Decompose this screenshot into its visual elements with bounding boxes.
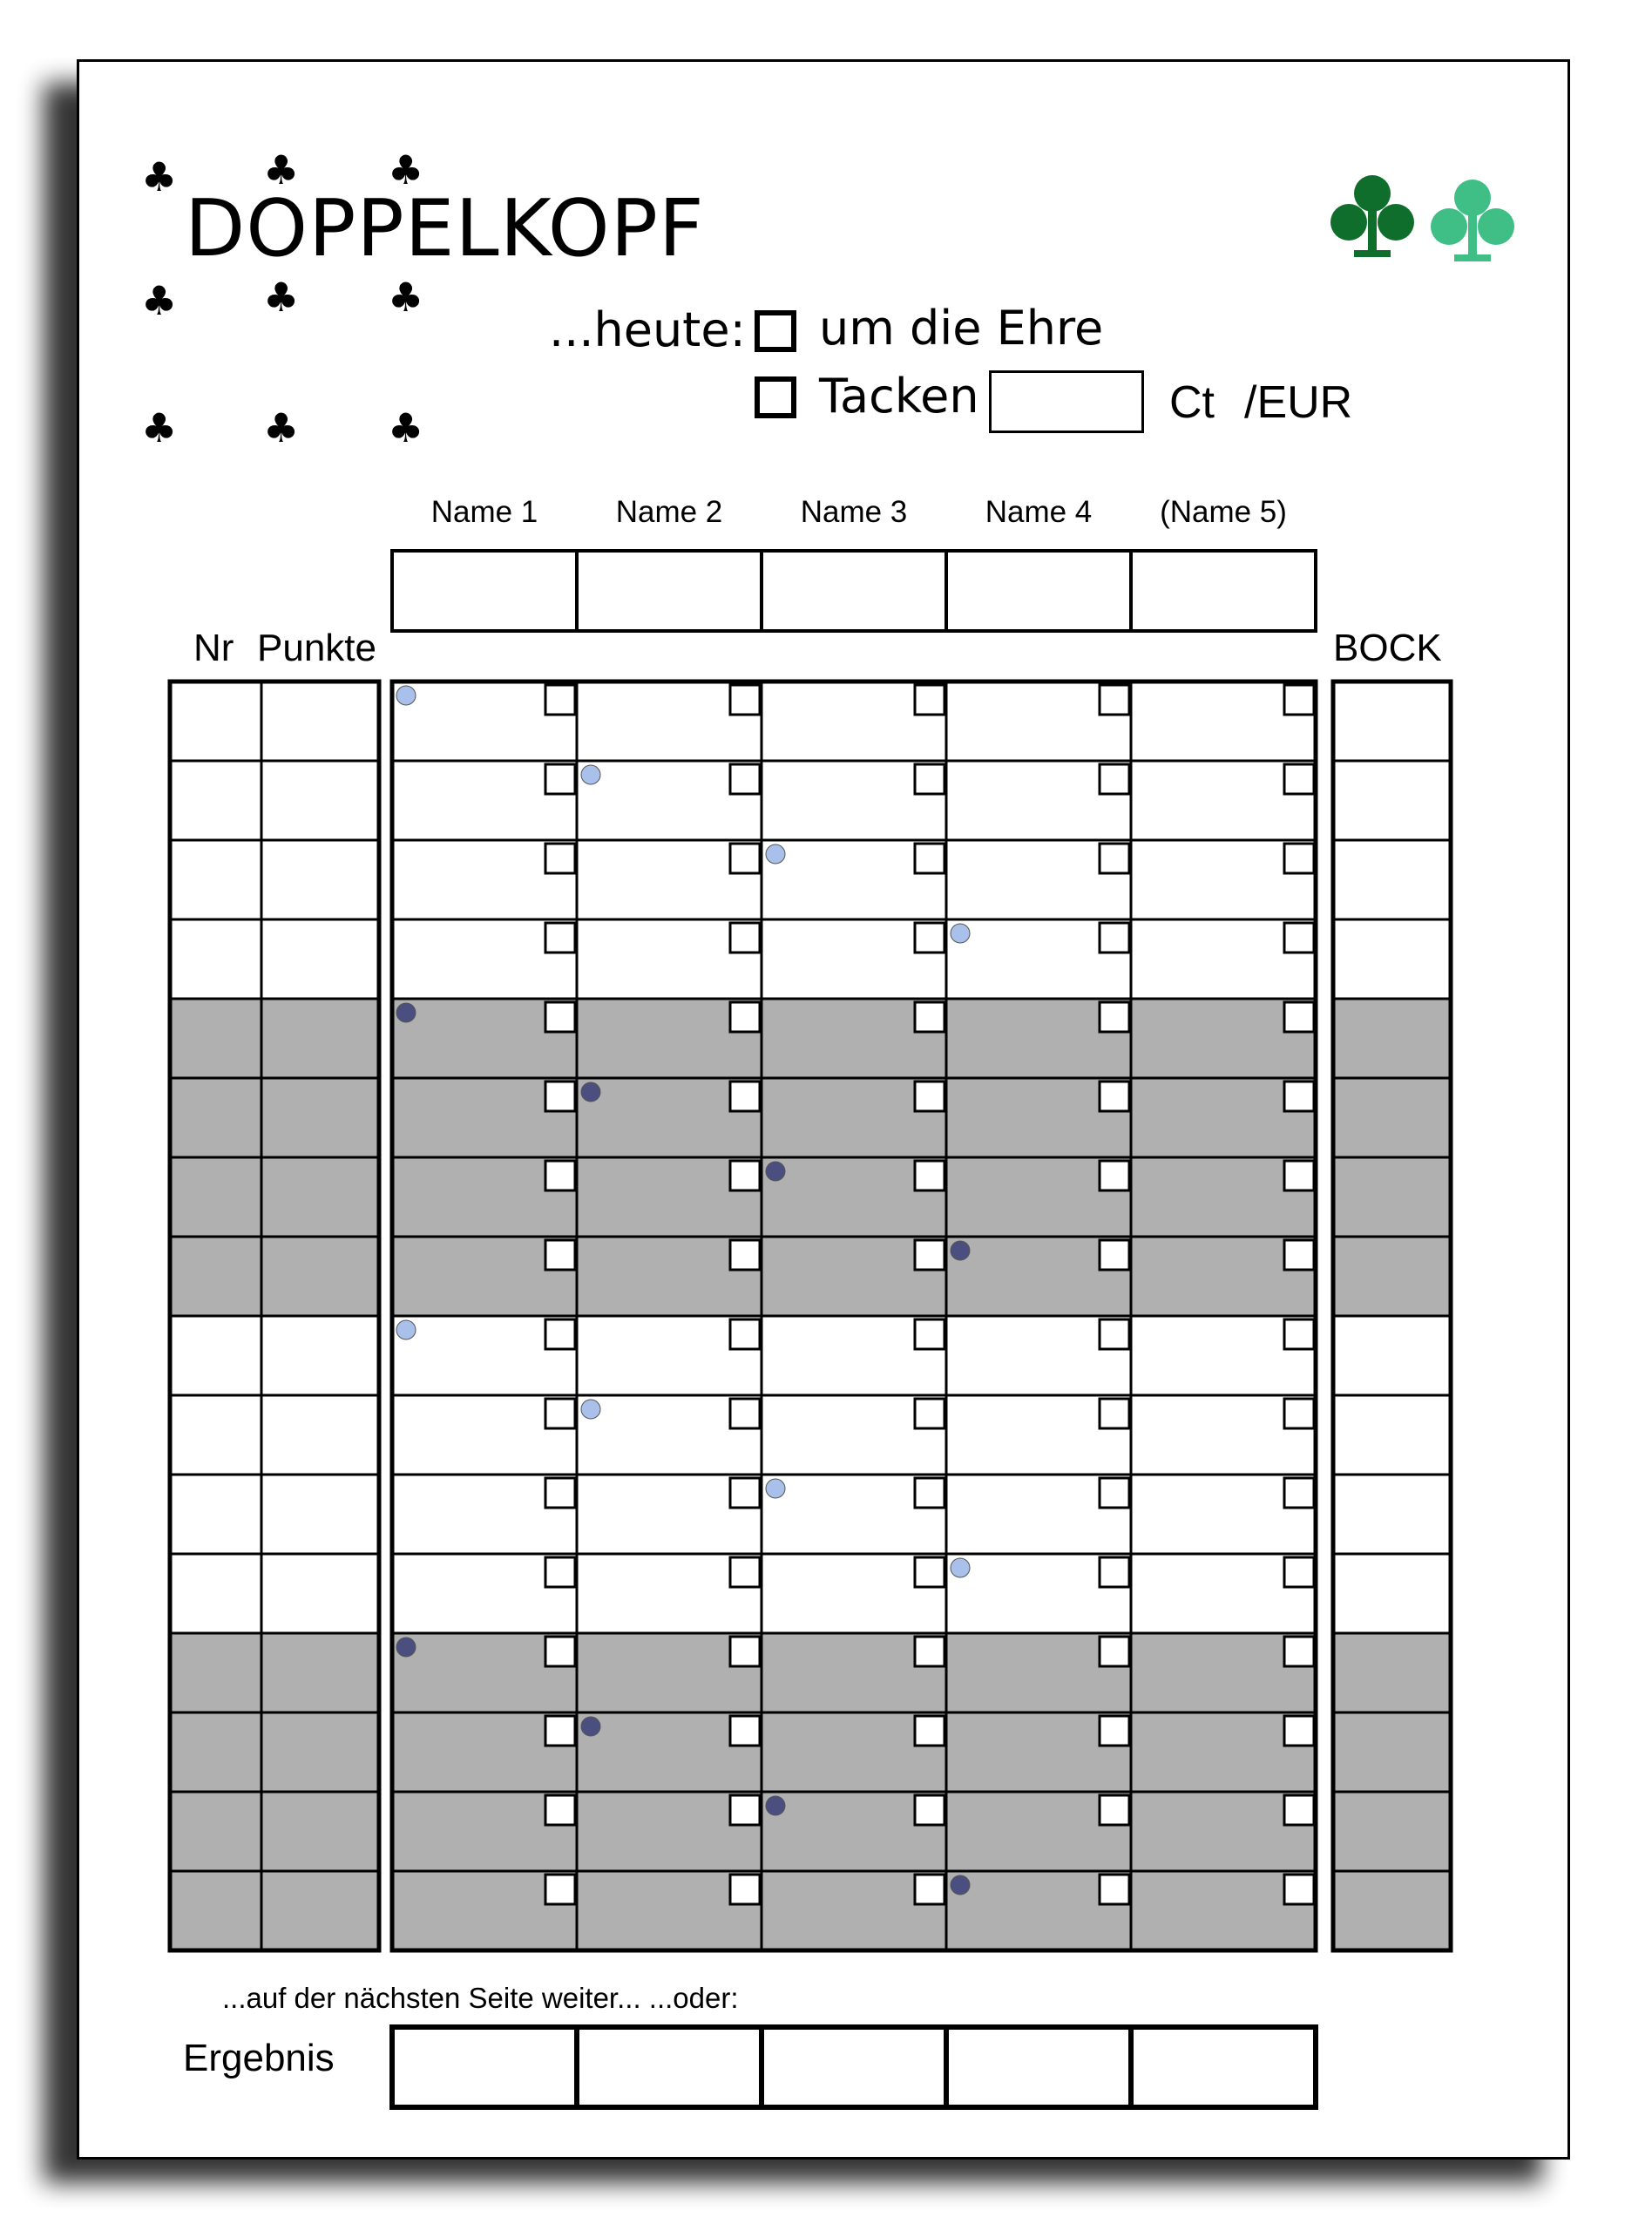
win-checkbox[interactable] (545, 685, 575, 715)
win-checkbox[interactable] (730, 685, 760, 715)
points-cell[interactable] (261, 1395, 379, 1475)
win-checkbox[interactable] (1100, 1875, 1129, 1904)
win-checkbox[interactable] (1100, 1240, 1129, 1270)
nr-cell[interactable] (170, 1633, 261, 1712)
club-suit-icon: ♣ (263, 274, 300, 321)
win-checkbox[interactable] (730, 764, 760, 794)
nr-cell[interactable] (170, 682, 261, 761)
win-checkbox[interactable] (1284, 1478, 1314, 1508)
points-cell[interactable] (261, 1475, 379, 1554)
nr-cell[interactable] (170, 1475, 261, 1554)
bock-label: BOCK (1333, 627, 1442, 669)
nr-cell[interactable] (170, 761, 261, 840)
bock-cell[interactable] (1333, 1633, 1451, 1712)
win-checkbox[interactable] (1284, 764, 1314, 794)
dealer-marker (581, 1400, 600, 1419)
result-label: Ergebnis (183, 2037, 335, 2079)
nr-cell[interactable] (170, 1237, 261, 1316)
win-checkbox[interactable] (730, 1082, 760, 1111)
bock-cell[interactable] (1333, 1078, 1451, 1157)
win-checkbox[interactable] (545, 1002, 575, 1032)
dealer-marker (951, 1875, 970, 1895)
nr-cell[interactable] (170, 1712, 261, 1792)
win-checkbox[interactable] (915, 1082, 944, 1111)
win-checkbox[interactable] (915, 923, 944, 953)
win-checkbox[interactable] (1284, 685, 1314, 715)
club-suit-icon: ♣ (141, 153, 178, 200)
win-checkbox[interactable] (1100, 1082, 1129, 1111)
points-cell[interactable] (261, 1871, 379, 1950)
win-checkbox[interactable] (915, 685, 944, 715)
win-checkbox[interactable] (1284, 1399, 1314, 1428)
win-checkbox[interactable] (1100, 844, 1129, 873)
nr-label: Nr (193, 627, 234, 669)
bock-cell[interactable] (1333, 1316, 1451, 1395)
nr-cell[interactable] (170, 1078, 261, 1157)
bock-cell[interactable] (1333, 1395, 1451, 1475)
points-cell[interactable] (261, 840, 379, 919)
win-checkbox[interactable] (1100, 923, 1129, 953)
dealer-marker (766, 1796, 785, 1815)
result-cell[interactable] (577, 2027, 762, 2107)
win-checkbox[interactable] (915, 1161, 944, 1190)
points-cell[interactable] (261, 1712, 379, 1792)
win-checkbox[interactable] (1100, 764, 1129, 794)
win-checkbox[interactable] (730, 1399, 760, 1428)
result-cell[interactable] (946, 2027, 1131, 2107)
points-cell[interactable] (261, 1792, 379, 1871)
player-header-1: Name 1 (430, 495, 538, 529)
win-checkbox[interactable] (730, 1716, 760, 1746)
dealer-marker (581, 1082, 600, 1102)
punkte-label: Punkte (257, 627, 376, 669)
win-checkbox[interactable] (1100, 1637, 1129, 1666)
nr-cell[interactable] (170, 999, 261, 1078)
win-checkbox[interactable] (1284, 1161, 1314, 1190)
bock-cell[interactable] (1333, 761, 1451, 840)
win-checkbox[interactable] (545, 1875, 575, 1904)
win-checkbox[interactable] (915, 1795, 944, 1825)
win-checkbox[interactable] (1284, 1716, 1314, 1746)
bock-cell[interactable] (1333, 999, 1451, 1078)
win-checkbox[interactable] (730, 1557, 760, 1587)
win-checkbox[interactable] (1100, 685, 1129, 715)
unit-ct: Ct (1169, 377, 1215, 428)
result-cell[interactable] (1131, 2027, 1316, 2107)
win-checkbox[interactable] (915, 1002, 944, 1032)
dealer-marker (951, 1558, 970, 1577)
win-checkbox[interactable] (545, 764, 575, 794)
win-checkbox[interactable] (730, 1637, 760, 1666)
nr-cell[interactable] (170, 1316, 261, 1395)
win-checkbox[interactable] (1284, 923, 1314, 953)
result-cell[interactable] (392, 2027, 577, 2107)
bock-cell[interactable] (1333, 1712, 1451, 1792)
option-honor-label: um die Ehre (819, 301, 1104, 356)
player-header-4: Name 4 (985, 495, 1093, 529)
win-checkbox[interactable] (915, 1240, 944, 1270)
club-suit-icon: ♣ (388, 146, 424, 193)
points-cell[interactable] (261, 1078, 379, 1157)
win-checkbox[interactable] (1100, 1319, 1129, 1349)
player-header-2: Name 2 (615, 495, 723, 529)
bock-cell[interactable] (1333, 1554, 1451, 1633)
win-checkbox[interactable] (1284, 1637, 1314, 1666)
bock-cell[interactable] (1333, 1792, 1451, 1871)
win-checkbox[interactable] (1100, 1399, 1129, 1428)
win-checkbox[interactable] (1284, 1319, 1314, 1349)
player-name-field[interactable] (1131, 551, 1316, 631)
win-checkbox[interactable] (545, 1557, 575, 1587)
bock-cell[interactable] (1333, 1871, 1451, 1950)
dealer-marker (951, 924, 970, 943)
page-title: DOPPELKOPF (185, 183, 705, 275)
points-cell[interactable] (261, 999, 379, 1078)
win-checkbox[interactable] (545, 1161, 575, 1190)
player-name-field[interactable] (577, 551, 762, 631)
club-suit-icon: ♣ (141, 404, 178, 451)
win-checkbox[interactable] (915, 1399, 944, 1428)
win-checkbox[interactable] (1100, 1478, 1129, 1508)
win-checkbox[interactable] (730, 923, 760, 953)
win-checkbox[interactable] (730, 1478, 760, 1508)
win-checkbox[interactable] (1100, 1795, 1129, 1825)
club-suit-icon: ♣ (141, 277, 178, 324)
bock-cell[interactable] (1333, 1475, 1451, 1554)
win-checkbox[interactable] (730, 1002, 760, 1032)
points-cell[interactable] (261, 1554, 379, 1633)
continue-note: ...auf der nächsten Seite weiter... ...oder: (222, 1982, 739, 2014)
nr-cell[interactable] (170, 1157, 261, 1237)
dealer-marker (581, 1717, 600, 1736)
dealer-marker (396, 1638, 416, 1657)
club-suit-icon: ♣ (263, 404, 300, 451)
points-cell[interactable] (261, 1316, 379, 1395)
dealer-marker (766, 1479, 785, 1498)
win-checkbox[interactable] (1284, 1002, 1314, 1032)
nr-cell[interactable] (170, 1792, 261, 1871)
win-checkbox[interactable] (1100, 1557, 1129, 1587)
points-cell[interactable] (261, 1237, 379, 1316)
club-suit-icon: ♣ (263, 146, 300, 193)
win-checkbox[interactable] (545, 1240, 575, 1270)
player-header-5: (Name 5) (1160, 495, 1287, 529)
win-checkbox[interactable] (1284, 1240, 1314, 1270)
player-header-3: Name 3 (800, 495, 908, 529)
result-cell[interactable] (762, 2027, 946, 2107)
win-checkbox[interactable] (1284, 844, 1314, 873)
win-checkbox[interactable] (1284, 1082, 1314, 1111)
win-checkbox[interactable] (915, 1557, 944, 1587)
win-checkbox[interactable] (730, 844, 760, 873)
points-cell[interactable] (261, 919, 379, 999)
win-checkbox[interactable] (545, 1637, 575, 1666)
nr-cell[interactable] (170, 1554, 261, 1633)
player-name-field[interactable] (392, 551, 577, 631)
win-checkbox[interactable] (730, 1240, 760, 1270)
win-checkbox[interactable] (545, 1795, 575, 1825)
club-suit-icon: ♣ (388, 274, 424, 321)
nr-cell[interactable] (170, 1395, 261, 1475)
bock-cell[interactable] (1333, 919, 1451, 999)
points-cell[interactable] (261, 1157, 379, 1237)
nr-cell[interactable] (170, 919, 261, 999)
win-checkbox[interactable] (1284, 1875, 1314, 1904)
win-checkbox[interactable] (545, 1716, 575, 1746)
unit-eur: /EUR (1244, 377, 1353, 428)
win-checkbox[interactable] (915, 844, 944, 873)
player-name-field[interactable] (946, 551, 1131, 631)
win-checkbox[interactable] (545, 1319, 575, 1349)
points-cell[interactable] (261, 682, 379, 761)
win-checkbox[interactable] (1100, 1161, 1129, 1190)
player-name-field[interactable] (762, 551, 946, 631)
win-checkbox[interactable] (730, 1161, 760, 1190)
points-cell[interactable] (261, 1633, 379, 1712)
bock-cell[interactable] (1333, 682, 1451, 761)
win-checkbox[interactable] (730, 1875, 760, 1904)
dealer-marker (581, 765, 600, 784)
bock-cell[interactable] (1333, 1237, 1451, 1316)
win-checkbox[interactable] (915, 1875, 944, 1904)
dealer-marker (766, 1162, 785, 1181)
nr-cell[interactable] (170, 1871, 261, 1950)
stake-prefix: ...heute: (549, 302, 746, 357)
win-checkbox[interactable] (545, 923, 575, 953)
win-checkbox[interactable] (915, 1319, 944, 1349)
win-checkbox[interactable] (1100, 1716, 1129, 1746)
win-checkbox[interactable] (915, 1478, 944, 1508)
bock-cell[interactable] (1333, 840, 1451, 919)
dealer-marker (396, 1003, 416, 1022)
bock-cell[interactable] (1333, 1157, 1451, 1237)
win-checkbox[interactable] (915, 1716, 944, 1746)
win-checkbox[interactable] (545, 1082, 575, 1111)
win-checkbox[interactable] (1284, 1795, 1314, 1825)
win-checkbox[interactable] (545, 1399, 575, 1428)
option-money-label: Tacken (819, 369, 979, 424)
club-suit-icon: ♣ (388, 404, 424, 451)
win-checkbox[interactable] (730, 1795, 760, 1825)
win-checkbox[interactable] (730, 1319, 760, 1349)
win-checkbox[interactable] (915, 1637, 944, 1666)
win-checkbox[interactable] (545, 1478, 575, 1508)
win-checkbox[interactable] (1284, 1557, 1314, 1587)
win-checkbox[interactable] (1100, 1002, 1129, 1032)
dealer-marker (396, 1320, 416, 1339)
dealer-marker (396, 686, 416, 705)
dealer-marker (766, 844, 785, 864)
win-checkbox[interactable] (915, 764, 944, 794)
win-checkbox[interactable] (545, 844, 575, 873)
dealer-marker (951, 1241, 970, 1260)
nr-cell[interactable] (170, 840, 261, 919)
points-cell[interactable] (261, 761, 379, 840)
